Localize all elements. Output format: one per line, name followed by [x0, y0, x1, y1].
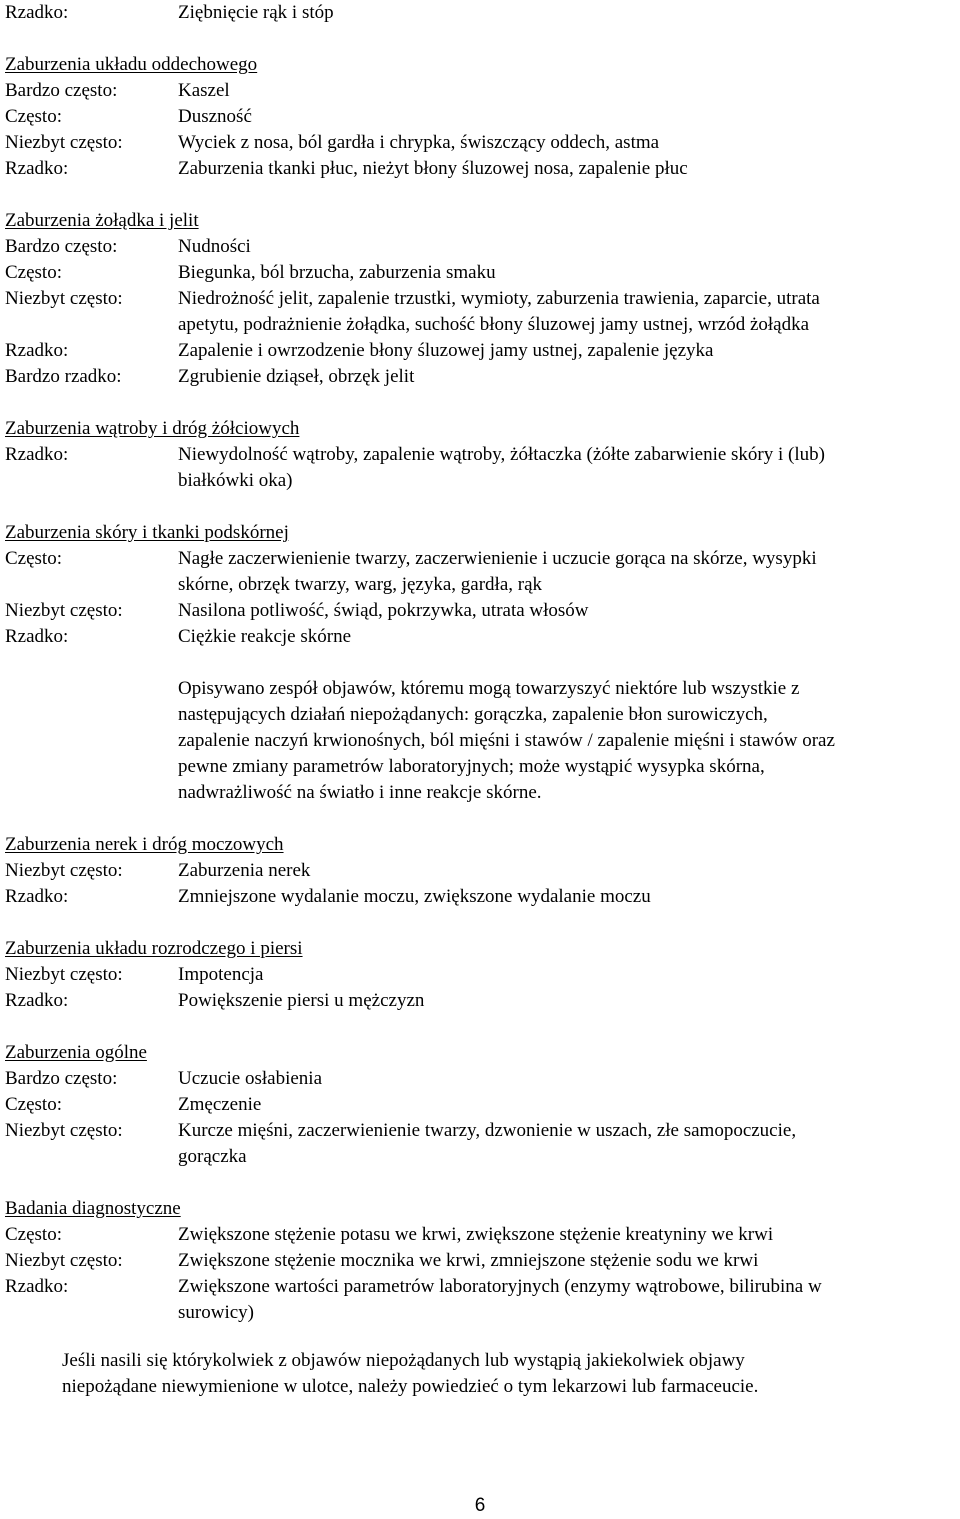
frequency-label: Bardzo rzadko:	[5, 366, 122, 387]
effect-description: Biegunka, ból brzucha, zaburzenia smaku	[178, 262, 496, 283]
frequency-label: Niezbyt często:	[5, 964, 123, 985]
effect-description: Wyciek z nosa, ból gardła i chrypka, świszczący oddech, astma	[178, 132, 660, 153]
frequency-label: Często:	[5, 262, 62, 283]
spacer	[5, 494, 957, 520]
frequency-label: Niezbyt często:	[5, 1120, 123, 1141]
effect-row	[5, 442, 957, 494]
spacer	[5, 1014, 957, 1040]
effect-row	[5, 884, 957, 910]
section-heading: Zaburzenia ogólne	[5, 1042, 147, 1063]
section-reproductive	[5, 936, 957, 1014]
effect-row	[5, 104, 957, 130]
effect-description: Zwiększone stężenie potasu we krwi, zwiększone stężenie kreatyniny we krwi	[178, 1224, 774, 1245]
spacer	[5, 910, 957, 936]
frequency-label: Często:	[5, 1094, 62, 1115]
effect-row	[5, 364, 957, 390]
section-heading: Zaburzenia skóry i tkanki podskórnej	[5, 522, 289, 543]
effect-description: Zmniejszone wydalanie moczu, zwiększone wydalanie moczu	[178, 886, 651, 907]
section-heading: Badania diagnostyczne	[5, 1198, 181, 1219]
spacer	[5, 650, 957, 676]
frequency-label: Niezbyt często:	[5, 600, 123, 621]
spacer	[5, 1170, 957, 1196]
effect-row	[5, 1118, 957, 1170]
side-effects-list	[5, 0, 957, 1326]
frequency-label: Bardzo często:	[5, 236, 118, 257]
effect-description: Zgrubienie dziąseł, obrzęk jelit	[178, 366, 415, 387]
effect-description: Duszność	[178, 106, 252, 127]
effect-row	[5, 286, 957, 338]
frequency-label: Rzadko:	[5, 990, 69, 1011]
effect-description: Kurcze mięśni, zaczerwienienie twarzy, dzwonienie w uszach, złe samopoczucie, gorączka	[178, 1120, 797, 1167]
top-row	[5, 0, 957, 26]
frequency-label: Często:	[5, 106, 62, 127]
section-diagnostics	[5, 1196, 957, 1326]
effect-description: Zapalenie i owrzodzenie błony śluzowej jamy ustnej, zapalenie języka	[178, 340, 714, 361]
frequency-label: Rzadko:	[5, 340, 69, 361]
effect-description: Ciężkie reakcje skórne	[178, 626, 352, 647]
section-gastrointestinal	[5, 208, 957, 390]
section-heading: Zaburzenia wątroby i dróg żółciowych	[5, 418, 300, 439]
section-kidney	[5, 832, 957, 910]
effect-row	[5, 988, 957, 1014]
effect-row	[5, 130, 957, 156]
effect-description: Kaszel	[178, 80, 230, 101]
effect-description: Niewydolność wątroby, zapalenie wątroby, żółtaczka (żółte zabarwienie skóry i (lub) białkówki oka)	[178, 444, 825, 491]
effect-description: Zwiększone wartości parametrów laboratoryjnych (enzymy wątrobowe, bilirubina w surowicy)	[178, 1276, 822, 1323]
syndrome-note: Opisywano zespół objawów, któremu mogą towarzyszyć niektóre lub wszystkie z następujących działań niepożądanych: gorączka, zapalenie błon surowiczych, zapalenie naczyń krwionośnych, ból mięśni i stawów / zapalenie mięśni i stawów oraz pewne zmiany parametrów laboratoryjnych; może wystąpić wysypka skórna, nadwrażliwość na światło i inne reakcje skórne.	[178, 678, 835, 803]
spacer	[5, 390, 957, 416]
frequency-label: Rzadko:	[5, 1276, 69, 1297]
section-heading: Zaburzenia nerek i dróg moczowych	[5, 834, 284, 855]
effect-row	[5, 962, 957, 988]
effect-row	[5, 858, 957, 884]
effect-row	[5, 156, 957, 182]
effect-description: Zaburzenia tkanki płuc, nieżyt błony śluzowej nosa, zapalenie płuc	[178, 158, 688, 179]
section-heading: Zaburzenia układu rozrodczego i piersi	[5, 938, 303, 959]
effect-description: Nasilona potliwość, świąd, pokrzywka, utrata włosów	[178, 600, 589, 621]
frequency-label: Niezbyt często:	[5, 132, 123, 153]
frequency-label: Rzadko:	[5, 886, 69, 907]
effect-row	[5, 78, 957, 104]
effect-description: Nagłe zaczerwienienie twarzy, zaczerwienienie i uczucie gorąca na skórze, wysypki skórne, obrzęk twarzy, warg, języka, gardła, rąk	[178, 548, 817, 595]
section-liver	[5, 416, 957, 494]
spacer	[5, 182, 957, 208]
effect-row	[5, 1248, 957, 1274]
effect-description: Powiększenie piersi u mężczyzn	[178, 990, 425, 1011]
frequency-label: Niezbyt często:	[5, 860, 123, 881]
effect-row	[5, 1222, 957, 1248]
section-heading: Zaburzenia układu oddechowego	[5, 54, 258, 75]
effect-description: Zwiększone stężenie mocznika we krwi, zmniejszone stężenie sodu we krwi	[178, 1250, 759, 1271]
frequency-label: Niezbyt często:	[5, 1250, 123, 1271]
spacer	[5, 26, 957, 52]
section-general	[5, 1040, 957, 1170]
effect-row	[5, 1274, 957, 1326]
frequency-label: Rzadko:	[5, 2, 69, 23]
frequency-label: Bardzo często:	[5, 80, 118, 101]
frequency-label: Rzadko:	[5, 626, 69, 647]
effect-description: Impotencja	[178, 964, 264, 985]
section-heading: Zaburzenia żołądka i jelit	[5, 210, 199, 231]
frequency-label: Rzadko:	[5, 444, 69, 465]
effect-row	[5, 546, 957, 598]
frequency-label: Bardzo często:	[5, 1068, 118, 1089]
effect-row	[5, 1066, 957, 1092]
effect-row	[5, 234, 957, 260]
effect-row	[5, 598, 957, 624]
effect-row	[5, 260, 957, 286]
section-respiratory	[5, 52, 957, 182]
closing-paragraph: Jeśli nasili się którykolwiek z objawów niepożądanych lub wystąpią jakiekolwiek objawy niepożądane niewymienione w ulotce, należy powiedzieć o tym lekarzowi lub farmaceucie.	[62, 1350, 759, 1397]
effect-description: Niedrożność jelit, zapalenie trzustki, wymioty, zaburzenia trawienia, zaparcie, utrata apetytu, podrażnienie żołądka, suchość błony śluzowej jamy ustnej, wrzód żołądka	[178, 288, 820, 335]
frequency-label: Niezbyt często:	[5, 288, 123, 309]
effect-row	[5, 1092, 957, 1118]
frequency-label: Często:	[5, 548, 62, 569]
effect-description: Nudności	[178, 236, 251, 257]
effect-row	[5, 624, 957, 650]
section-skin	[5, 520, 957, 806]
effect-description: Ziębnięcie rąk i stóp	[178, 2, 334, 23]
frequency-label: Rzadko:	[5, 158, 69, 179]
page-number: 6	[474, 1495, 486, 1516]
effect-row	[5, 338, 957, 364]
frequency-label: Często:	[5, 1224, 62, 1245]
effect-description: Uczucie osłabienia	[178, 1068, 323, 1089]
effect-description: Zaburzenia nerek	[178, 860, 311, 881]
effect-description: Zmęczenie	[178, 1094, 262, 1115]
spacer	[5, 806, 957, 832]
